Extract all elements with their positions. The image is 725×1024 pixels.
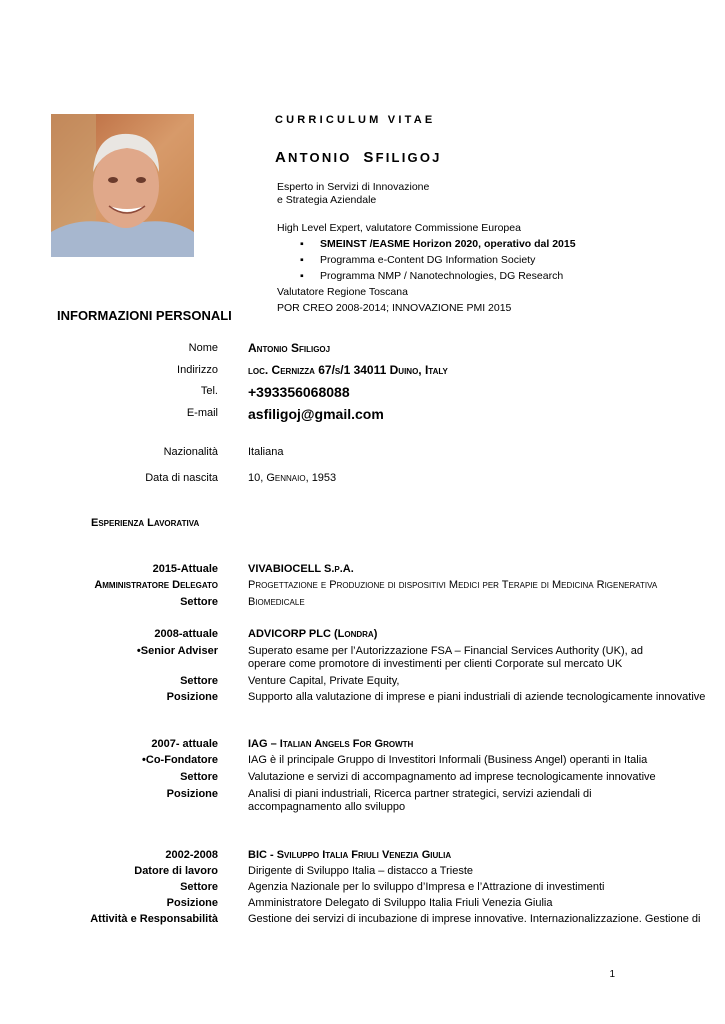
profile-photo [51, 114, 194, 257]
expertise-item: ▪ Programma e-Content DG Information Society [277, 254, 697, 267]
job-role-label: •Co-Fondatore [142, 754, 218, 766]
job-period: 2002-2008 [165, 849, 218, 861]
summary-line: POR CREO 2008-2014; INNOVAZIONE PMI 2015 [277, 302, 512, 314]
label-nome: Nome [188, 342, 218, 354]
job-role-label: •Senior Adviser [136, 645, 218, 657]
summary-line: Valutatore Regione Toscana [277, 286, 408, 298]
summary-line: High Level Expert, valutatore Commissione Europea [277, 222, 521, 234]
value-indirizzo: loc. Cernizza 67/s/1 34011 Duino, Italy [248, 363, 448, 377]
label-tel: Tel. [200, 385, 218, 397]
job-company: BIC - Sviluppo Italia Friuli Venezia Giulia [248, 849, 452, 861]
section-heading-personal: INFORMAZIONI PERSONALI [57, 308, 232, 323]
job-period: 2008-attuale [154, 628, 218, 640]
job-settore-label: Settore [180, 596, 218, 608]
job-posizione-value: Supporto alla valutazione di imprese e piani industriali di aziende tecnologicamente innovative [248, 691, 706, 703]
job-period: 2007- attuale [151, 738, 218, 750]
job-posizione-label: Posizione [166, 788, 218, 800]
job-attivita-label: Attività e Responsabilità [90, 913, 218, 925]
job-posizione-value: Analisi di piani industriali, Ricerca partner strategici, servizi aziendali di accompagnamento allo sviluppo [248, 788, 592, 813]
job-settore-value: Agenzia Nazionale per lo sviluppo d’Impresa e l’Attrazione di investimenti [248, 881, 605, 893]
job-posizione-label: Posizione [166, 691, 218, 703]
job-settore-label: Settore [180, 881, 218, 893]
job-datore-label: Datore di lavoro [134, 865, 218, 877]
expertise-item: ▪ SMEINST /EASME Horizon 2020, operativo dal 2015 [277, 238, 697, 251]
job-settore-label: Settore [180, 675, 218, 687]
value-data-nascita: 10, Gennaio, 1953 [248, 472, 337, 484]
job-role-value: Superato esame per l’Autorizzazione FSA – Financial Services Authority (UK), ad operare come promotore di investimenti per clienti Corporate sul mercato UK [248, 645, 643, 670]
expertise-item: ▪ Programma NMP / Nanotechnologies, DG Research [277, 270, 697, 283]
page-number: 1 [609, 969, 615, 980]
candidate-name-title: ANTONIO SFILIGOJ [275, 149, 442, 166]
job-company: IAG – Italian Angels For Growth [248, 738, 414, 750]
value-email[interactable]: asfiligoj@gmail.com [248, 406, 384, 422]
job-settore-value: Venture Capital, Private Equity, [248, 675, 400, 687]
label-email: E-mail [186, 407, 218, 419]
section-heading-experience: Esperienza Lavorativa [91, 517, 200, 529]
job-posizione-value: Amministratore Delegato di Sviluppo Italia Friuli Venezia Giulia [248, 897, 553, 909]
cv-title: CURRICULUM VITAE [275, 114, 436, 126]
profile-summary [277, 181, 697, 315]
job-posizione-label: Posizione [166, 897, 218, 909]
job-period: 2015-Attuale [152, 563, 218, 575]
summary-line: Esperto in Servizi di Innovazione [277, 181, 430, 193]
job-role-value: IAG è il principale Gruppo di Investitori Informali (Business Angel) operanti in Italia [248, 754, 648, 766]
job-datore-value: Dirigente di Sviluppo Italia – distacco a Trieste [248, 865, 474, 877]
job-company: VIVABIOCELL S.p.A. [248, 563, 354, 575]
value-nazionalita: Italiana [248, 446, 284, 458]
job-settore-label: Settore [180, 771, 218, 783]
value-tel: +393356068088 [248, 384, 350, 400]
label-nazionalita: Nazionalità [163, 446, 218, 458]
label-data-nascita: Data di nascita [145, 472, 218, 484]
summary-line: e Strategia Aziendale [277, 194, 377, 206]
job-role-label: Amministratore Delegato [94, 579, 218, 591]
job-settore-value: Valutazione e servizi di accompagnamento ad imprese tecnologicamente innovative [248, 771, 656, 783]
expertise-list [277, 238, 697, 283]
job-settore-value: Biomedicale [248, 596, 305, 608]
job-role-value: Progettazione e Produzione di dispositivi Medici per Terapie di Medicina Rigenerativa [248, 579, 658, 591]
value-nome: Antonio Sfiligoj [248, 341, 331, 355]
job-company: ADVICORP PLC (Londra) [248, 628, 378, 640]
job-attivita-value: Gestione dei servizi di incubazione di imprese innovative. Internazionalizzazione. Gestione di [248, 913, 701, 925]
label-indirizzo: Indirizzo [177, 364, 218, 376]
